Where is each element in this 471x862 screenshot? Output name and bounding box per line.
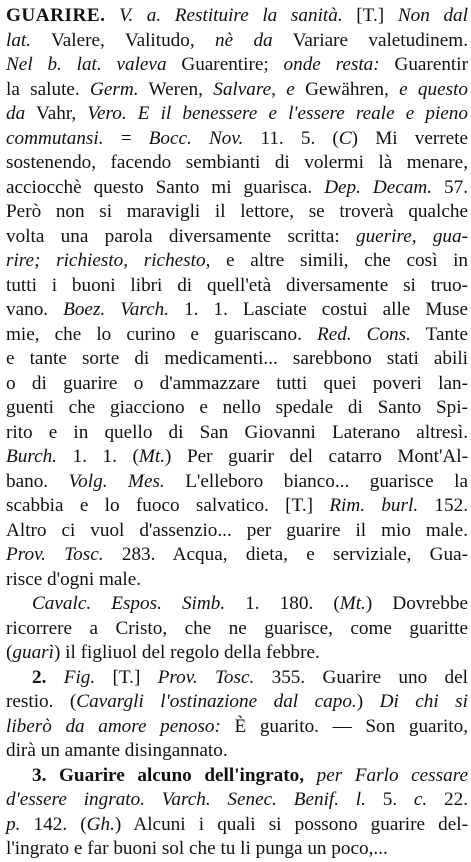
text-run: 1. 180. (: [225, 593, 340, 614]
text-run: 11. 5. (: [243, 127, 339, 149]
text-run: Burch.: [6, 446, 57, 467]
text-run: Salvare: [213, 78, 272, 100]
text-line: [6, 715, 468, 740]
text-run: bano.: [6, 470, 69, 492]
text-line: [6, 641, 468, 666]
text-run: vano.: [6, 299, 64, 320]
text-run: Però non si maravigli il lettore, se troverà qualche: [6, 201, 468, 222]
text-run: ) Alcuni i quali si possono guarire del-: [114, 813, 468, 835]
text-run: e tante sorte di medicamenti... sarebbono stati abili: [6, 348, 468, 369]
text-run: ): [356, 691, 380, 712]
text-run: 2.: [32, 666, 47, 688]
text-line: [6, 127, 468, 152]
text-run: 3. Guarire alcuno dell'ingrato,: [32, 764, 305, 786]
text-line: [6, 788, 468, 813]
text-run: lat.: [6, 29, 32, 51]
text-run: 1. 1. Lasciate costui alle Muse: [169, 299, 468, 320]
text-run: [T.]: [342, 5, 398, 26]
text-line: [6, 225, 468, 250]
text-line: [6, 78, 468, 103]
text-run: Vero. E il benessere e l'essere reale e pieno: [87, 103, 468, 124]
text-line: [6, 690, 468, 715]
text-run: 57.: [432, 176, 468, 198]
text-run: , e altre simili, che così in: [205, 250, 469, 271]
text-line: [6, 739, 468, 764]
text-run: dirà un amante disingannato.: [6, 740, 228, 761]
text-run: V. a. Restituire la sanità.: [105, 5, 343, 26]
text-line: [6, 298, 468, 323]
text-line: [6, 274, 468, 299]
text-run: onde resta:: [283, 54, 380, 75]
text-run: c.: [413, 789, 428, 810]
text-run: Nel b. lat. valeva: [6, 54, 167, 75]
text-run: acciocchè questo Santo mi guarisca.: [6, 176, 325, 198]
text-run: Gh.: [86, 813, 115, 835]
text-run: ) Dovrebbe: [365, 593, 468, 614]
text-line: [6, 543, 468, 568]
text-line: [6, 176, 468, 201]
text-run: 283. Acqua, dieta, e serviziale, Gua-: [103, 544, 468, 565]
text-line: [6, 617, 468, 642]
text-run: mie, che lo curino e guariscano.: [6, 323, 317, 345]
text-line: [6, 519, 468, 544]
text-run: Germ.: [90, 78, 139, 100]
text-line: [6, 813, 468, 838]
text-run: Weren,: [138, 78, 214, 100]
text-run: Prov. Tosc.: [6, 544, 104, 565]
text-run: Variare valetudinem.: [272, 29, 468, 51]
text-run: Prov. Tosc.: [157, 666, 255, 688]
text-run: p.: [6, 813, 21, 835]
text-run: Boez. Varch.: [63, 299, 170, 320]
text-run: C: [338, 127, 352, 149]
text-run: 355. Guarire uno del: [254, 666, 468, 688]
text-line: [6, 396, 468, 421]
text-run: Di chi si: [379, 691, 468, 712]
text-run: ) Per guarir del catarro Mont'Al-: [165, 446, 468, 467]
text-line: [6, 29, 468, 54]
text-line: [6, 53, 468, 78]
text-run: Tante: [410, 323, 468, 345]
text-run: 1. 1. (: [56, 446, 139, 467]
text-run: Bocc. Nov.: [148, 127, 244, 149]
text-run: tutti i buoni libri di quell'età diversamente si truo-: [6, 274, 468, 296]
text-run: 142. (: [20, 813, 87, 835]
text-run: ) il figliuol del regolo della febbre.: [53, 642, 320, 663]
text-run: ricorrere a Cristo, che ne guarisce, come guaritte: [6, 617, 468, 639]
text-line: [6, 445, 468, 470]
text-run: Mt.: [138, 446, 166, 467]
text-run: Altro ci vuol d'assenzio... per guarire il mio male.: [6, 519, 468, 541]
text-run: Vahr,: [25, 103, 88, 124]
text-run: ,: [271, 78, 287, 100]
text-line: [6, 102, 468, 127]
text-line: [6, 568, 468, 593]
text-line: [6, 470, 468, 495]
text-run: rito e in quello di San Giovanni Laterano altresì.: [6, 421, 468, 443]
text-run: Gewähren,: [294, 78, 400, 100]
text-run: È guarito. — Son guarito,: [220, 715, 468, 737]
text-run: Dep. Decam.: [324, 176, 433, 198]
dictionary-entry: [6, 4, 468, 862]
text-line: [6, 372, 468, 397]
text-run: guenti che giacciono e nello spedale di Santo Spi-: [6, 397, 468, 418]
text-line: [6, 592, 468, 617]
text-run: nè da: [215, 29, 273, 51]
text-run: Red. Cons.: [316, 323, 411, 345]
text-run: ) Mi verrete: [351, 127, 468, 149]
text-run: Non dal: [397, 5, 468, 26]
text-run: volta una parola diversamente scritta:: [6, 225, 356, 247]
text-run: o di guarire o d'ammazzare tutti quei poveri lan-: [6, 372, 468, 394]
text-run: da: [6, 103, 26, 124]
text-run: 152.: [418, 495, 469, 516]
text-line: [6, 347, 468, 372]
text-line: [6, 421, 468, 446]
text-run: [T.]: [95, 666, 158, 688]
text-run: la salute.: [6, 78, 91, 100]
text-run: Guarentir: [379, 54, 468, 75]
text-run: Valere, Valitudo,: [31, 29, 215, 51]
text-run: liberò da amore penoso:: [6, 715, 221, 737]
text-run: Rim. burl.: [329, 495, 419, 516]
text-run: commutansi.: [6, 127, 104, 149]
text-line: [6, 837, 468, 862]
text-line: [6, 151, 468, 176]
text-run: Cavalc. Espos. Simb.: [32, 593, 226, 614]
text-run: 22.: [427, 789, 468, 810]
text-run: restio. (: [6, 691, 77, 712]
text-run: scabbia e lo fuoco salvatico. [T.]: [6, 495, 330, 516]
text-run: e: [286, 78, 295, 100]
text-line: [6, 200, 468, 225]
headword: GUARIRE.: [6, 5, 106, 26]
text-run: l'ingrato e far buoni sol che tu li punga un poco,...: [6, 838, 388, 859]
text-run: sostenendo, facendo sembianti di volermi là menare,: [6, 152, 468, 173]
text-run: rire; richiesto, richesto: [6, 250, 206, 271]
text-line: [6, 249, 468, 274]
text-run: guerire, gua-: [355, 225, 468, 247]
text-line: [6, 4, 468, 29]
text-run: Fig.: [46, 666, 96, 688]
text-run: guarì: [12, 642, 54, 663]
text-line: [6, 764, 468, 789]
text-run: Volg. Mes.: [68, 470, 165, 492]
text-run: Cavargli l'ostinazione dal capo.: [76, 691, 357, 712]
text-line: [6, 666, 468, 691]
text-run: Mt.: [339, 593, 366, 614]
text-run: 5.: [365, 789, 414, 810]
text-run: risce d'ogni male.: [6, 568, 142, 590]
text-run: per Farlo cessare: [304, 764, 468, 786]
text-run: L'elleboro bianco... guarisce la: [164, 470, 468, 492]
text-run: =: [103, 127, 149, 149]
text-run: e questo: [399, 78, 469, 100]
text-run: Guarentire;: [166, 54, 284, 75]
text-run: d'essere ingrato. Varch. Senec. Benif. l.: [6, 789, 366, 810]
text-run: (: [6, 642, 13, 663]
text-line: [6, 494, 468, 519]
text-line: [6, 323, 468, 348]
